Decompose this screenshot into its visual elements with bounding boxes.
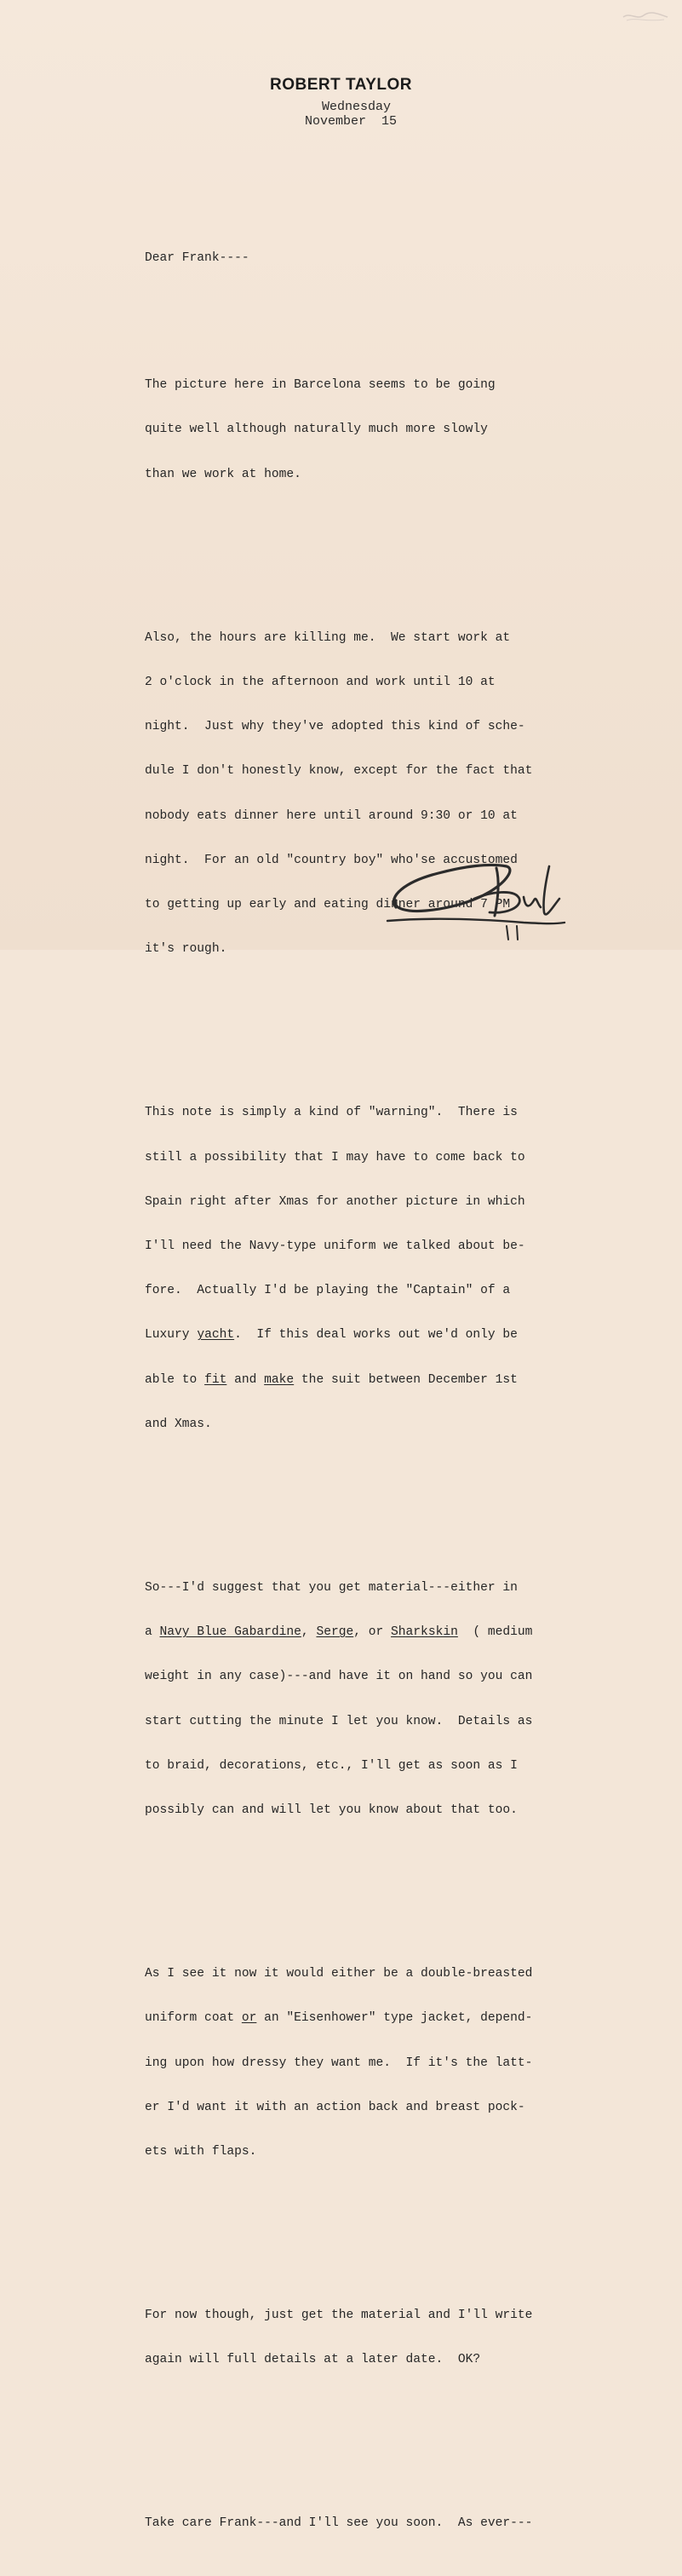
text-line: 2 o'clock in the afternoon and work until 10 at <box>145 675 496 689</box>
underlined-sharkskin: Sharkskin <box>391 1625 458 1640</box>
text-line: I'll need the Navy-type uniform we talked about be- <box>145 1239 525 1253</box>
text-line: to braid, decorations, etc., I'll get as soon as I <box>145 1758 518 1773</box>
text-line: still a possibility that I may have to come back to <box>145 1150 525 1164</box>
date-month: November <box>305 114 367 129</box>
text-line: dule I don't honestly know, except for the fact that <box>145 764 533 779</box>
corner-stamp-mark <box>620 7 671 26</box>
text-line: a Navy Blue Gabardine, Serge, or Sharkskin ( medium <box>145 1625 533 1640</box>
date-line <box>305 114 397 129</box>
underlined-word-make: make <box>264 1372 295 1387</box>
text-line: possibly can and will let you know about that too. <box>145 1803 518 1818</box>
date-day: Wednesday <box>322 100 392 114</box>
text-line: weight in any case)---and have it on hand so you can <box>145 1670 533 1684</box>
underlined-serge: Serge <box>316 1625 354 1640</box>
underlined-word-or: or <box>241 2011 257 2026</box>
text-line: quite well although naturally much more slowly <box>145 423 488 437</box>
text-line: The picture here in Barcelona seems to be going <box>145 378 496 393</box>
text-line: er I'd want it with an action back and breast pock- <box>145 2100 525 2114</box>
text-line: ing upon how dressy they want me. If it's the latt- <box>145 2056 533 2070</box>
text-line: start cutting the minute I let you know. Details as <box>145 1714 533 1728</box>
paragraph-closing <box>145 2487 570 2562</box>
text-line: For now though, just get the material and I'll write <box>145 2309 533 2323</box>
paragraph-3 <box>145 1077 570 1463</box>
underlined-navy-blue-gabardine: Navy Blue Gabardine <box>159 1625 301 1640</box>
underlined-word-yacht: yacht <box>197 1328 235 1343</box>
text-line: than we work at home. <box>145 467 301 481</box>
text-line: and Xmas. <box>145 1417 212 1431</box>
date-number: 15 <box>381 114 398 129</box>
paragraph-4 <box>145 1551 570 1848</box>
underlined-word-fit: fit <box>204 1372 227 1387</box>
text-line: fore. Actually I'd be playing the "Captain" of a <box>145 1284 511 1298</box>
text-line: again will full details at a later date. OK? <box>145 2353 481 2367</box>
text-line: uniform coat or an "Eisenhower" type jacket, depend- <box>145 2011 533 2026</box>
text-line: This note is simply a kind of "warning". There is <box>145 1106 518 1120</box>
text-line: night. Just why they've adopted this kind of sche- <box>145 720 525 734</box>
handwritten-signature <box>379 848 575 941</box>
text-line: night. For an old "country boy" who'se accustomed <box>145 853 518 867</box>
text-line: Luxury yacht. If this deal works out we'd only be <box>145 1328 518 1343</box>
paragraph-6 <box>145 2279 570 2397</box>
text-line: So---I'd suggest that you get material---either in <box>145 1580 518 1595</box>
text-line: to getting up early and eating dinner around 7 PM <box>145 898 511 912</box>
text-line: it's rough. <box>145 942 227 957</box>
text-line: As I see it now it would either be a double-breasted <box>145 1967 533 1981</box>
paragraph-5 <box>145 1937 570 2189</box>
text-line: Spain right after Xmas for another picture in which <box>145 1194 525 1209</box>
text-line: nobody eats dinner here until around 9:30 or 10 at <box>145 808 518 823</box>
paragraph-1 <box>145 348 570 511</box>
text-line: Also, the hours are killing me. We start work at <box>145 630 511 645</box>
letter-body <box>145 221 570 2576</box>
text-line: able to fit and make the suit between December 1st <box>145 1372 518 1387</box>
salutation: Dear Frank---- <box>145 250 249 265</box>
letterhead-name: ROBERT TAYLOR <box>270 76 412 94</box>
text-line: ets with flaps. <box>145 2144 257 2159</box>
text-line: Take care Frank---and I'll see you soon. As ever--- <box>145 2516 533 2531</box>
